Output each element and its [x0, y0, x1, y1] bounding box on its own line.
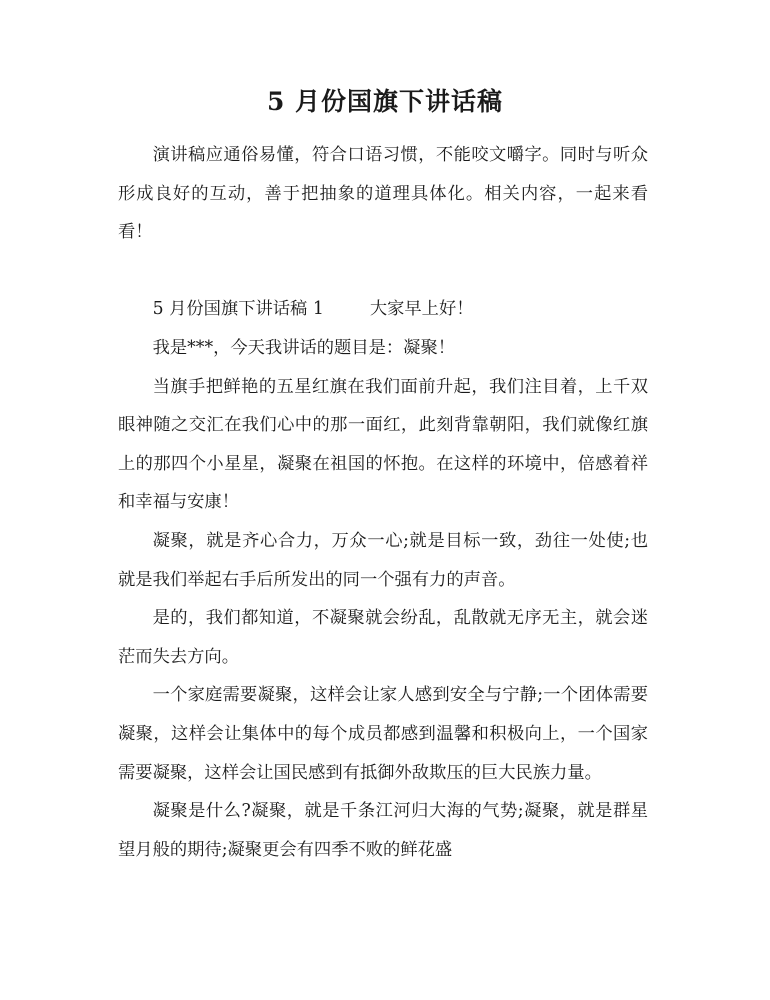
intro-paragraph: 演讲稿应通俗易懂，符合口语习惯，不能咬文嚼字。同时与听众形成良好的互动，善于把抽象的道理具体化。相关内容，一起来看看！ — [118, 145, 648, 243]
body-paragraph: 一个家庭需要凝聚，这样会让家人感到安全与宁静;一个团体需要凝聚，这样会让集体中的每个成员都感到温馨和积极向上，一个国家需要凝聚，这样会让国民感到有抵御外敌欺压的巨大民族力量。 — [118, 685, 648, 783]
section-heading-line — [118, 290, 648, 329]
body-paragraph: 是的，我们都知道，不凝聚就会纷乱，乱散就无序无主，就会迷茫而失去方向。 — [118, 608, 648, 667]
section-heading: 5 月份国旗下讲话稿 1 — [152, 299, 324, 320]
body-paragraph: 我是***，今天我讲话的题目是：凝聚！ — [152, 337, 456, 358]
greeting: 大家早上好！ — [369, 299, 474, 320]
body-paragraph: 凝聚，就是齐心合力，万众一心;就是目标一致，劲往一处使;也就是我们举起右手后所发出的同一个强有力的声音。 — [118, 530, 648, 590]
document-title: 5 月份国旗下讲话稿 — [266, 87, 504, 116]
body-paragraph: 凝聚是什么?凝聚，就是千条江河归大海的气势;凝聚，就是群星望月般的期待;凝聚更会有四季不败的鲜花盛 — [118, 801, 648, 860]
body-paragraph: 当旗手把鲜艳的五星红旗在我们面前升起，我们注目着，上千双眼神随之交汇在我们心中的那一面红，此刻背靠朝阳，我们就像红旗上的那四个小星星，凝聚在祖国的怀抱。在这样的环境中，倍感着祥和幸福与安康！ — [118, 376, 648, 513]
paragraph-spacer — [118, 252, 648, 291]
document-body — [118, 136, 648, 869]
